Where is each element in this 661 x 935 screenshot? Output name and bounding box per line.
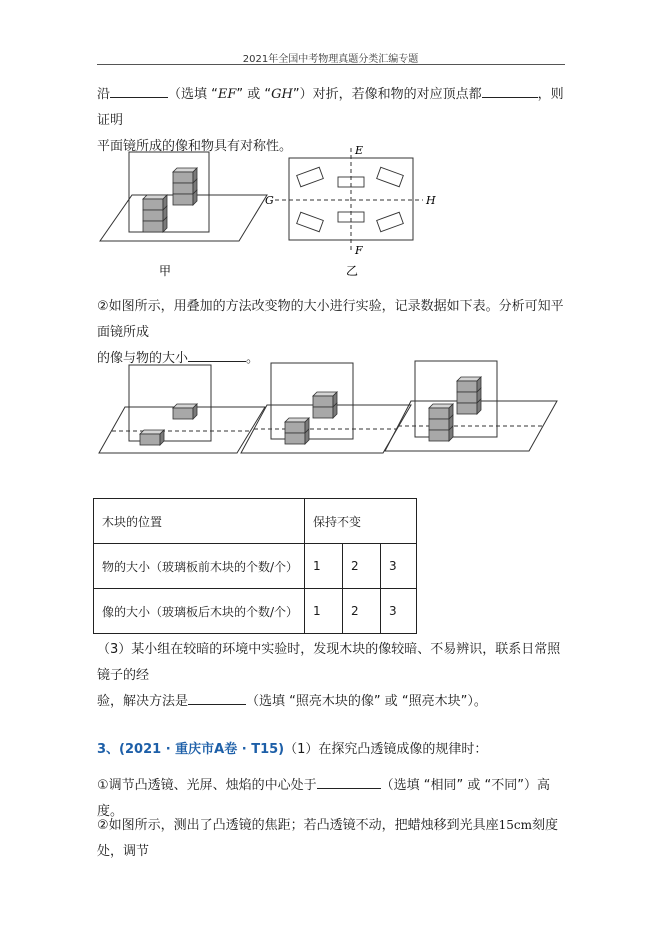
question-3-title: 3、(2021 · 重庆市A卷 · T15) [97,742,285,757]
text-solution: 验，解决方法是 [97,694,189,709]
label-jia: 甲 [159,264,172,278]
letter-f: F [355,244,363,257]
text-height-choices: （选填 “相同” 或 “不同”）高度。 [97,778,550,819]
table-row [94,499,417,544]
setup-two-blocks [241,363,411,453]
question-3-intro: （1）在探究凸透镜成像的规律时： [284,742,488,757]
answer-blank-fold-line[interactable] [110,83,168,98]
figure-stacking-setups [95,355,565,460]
table-cell: 1 [305,544,343,589]
text-period: 。 [246,351,260,366]
label-gh: GH [271,87,293,102]
text-15cm: 15cm [498,818,533,832]
answer-blank-height[interactable] [317,774,381,789]
table-cell: 1 [305,589,343,634]
table-cell: 2 [343,589,381,634]
tilted-block-bl [297,212,324,231]
table-cell-position-label: 木块的位置 [94,499,305,544]
figure-jia [100,152,267,278]
figure-yi [265,144,436,278]
answer-blank-vertices[interactable] [482,83,538,98]
tilted-block-tr [377,167,404,186]
table-cell: 3 [381,589,417,634]
text-choose-open: （选填 “ [168,87,218,102]
table-cell-image-size-label: 像的大小（玻璃板后木块的个数/个） [94,589,305,634]
label-yi: 乙 [346,264,359,278]
text-adjust-center: ①调节凸透镜、光屏、烛焰的中心处于 [97,778,317,793]
tilted-block-br [377,212,404,231]
setup-one-block [99,365,265,453]
figure-jia-yi [95,140,445,280]
question-3-title-line [97,737,567,763]
letter-h: H [426,194,436,207]
table-row [94,544,417,589]
text-stacking-intro: ②如图所示，用叠加的方法改变物的大小进行实验，记录数据如下表。分析可知平面镜所成 [97,299,564,340]
data-table [93,498,417,634]
letter-e: E [355,144,364,157]
text-along: 沿 [97,87,111,102]
answer-blank-solution[interactable] [188,690,246,705]
table-cell: 2 [343,544,381,589]
text-solution-choices: （选填 “照亮木块的像” 或 “照亮木块”）。 [246,694,487,709]
table-cell: 3 [381,544,417,589]
text-dark-environment: （3）某小组在较暗的环境中实验时，发现木块的像较暗、不易辨识，联系日常照镜子的经 [97,642,561,683]
text-adjust: 刻度处，调节 [97,818,559,859]
block-stack-back [173,168,197,205]
text-or: ” 或 “ [236,87,272,102]
text-focal-length: ②如图所示，测出了凸透镜的焦距；若凸透镜不动，把蜡烛移到光具座 [97,818,499,833]
letter-g: G [265,194,274,207]
paragraph-dark-environment [97,637,567,715]
block-stack-front [143,195,167,232]
tilted-block-tl [297,167,324,186]
text-symmetry: 平面镜所成的像和物具有对称性。 [97,139,293,154]
table-row [94,589,417,634]
question-3-item-2 [97,812,567,865]
table-cell-position-value: 保持不变 [305,499,417,544]
page-header: 2021年全国中考物理真题分类汇编专题 [242,54,419,65]
table-cell-object-size-label: 物的大小（玻璃板前木块的个数/个） [94,544,305,589]
text-image-size: 的像与物的大小 [97,351,189,366]
label-ef: EF [217,87,237,102]
text-fold-result: ”）对折，若像和物的对应顶点都 [292,87,482,102]
text-then-prove: ，则证明 [97,87,564,128]
header-rule [97,64,565,65]
